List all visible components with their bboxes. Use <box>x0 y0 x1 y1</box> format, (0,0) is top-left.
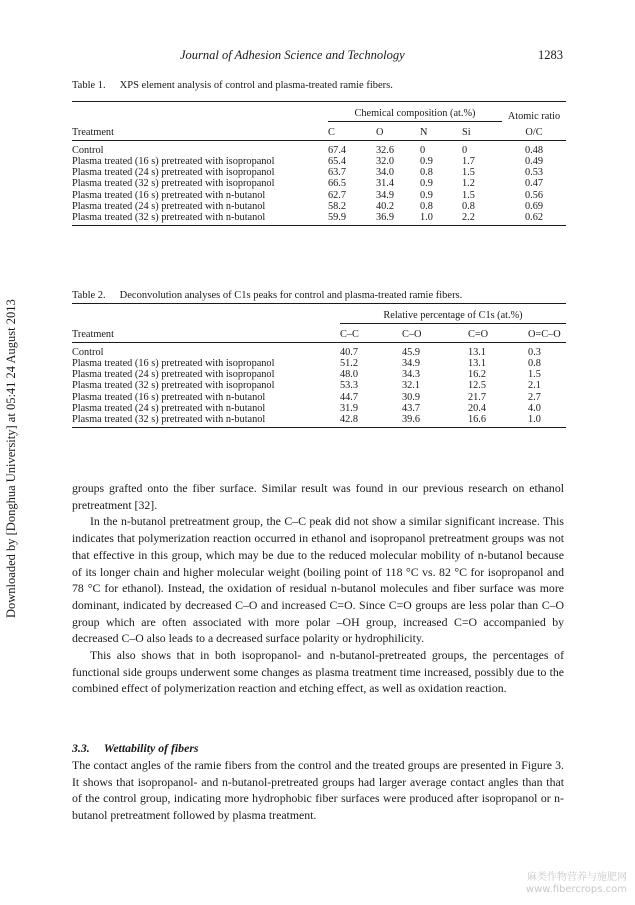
row-label: Plasma treated (32 s) pretreated with n-butanol <box>72 211 266 223</box>
table1-col-o: O <box>376 126 384 138</box>
table-cell: 0.3 <box>528 346 541 358</box>
table-cell: 34.9 <box>376 189 395 201</box>
row-label: Plasma treated (32 s) pretreated with isopropanol <box>72 380 275 392</box>
table1-col-c: C <box>328 126 335 138</box>
table-row <box>72 369 566 380</box>
row-label: Plasma treated (16 s) pretreated with isopropanol <box>72 357 275 369</box>
table-cell: 0.8 <box>462 200 475 212</box>
table-row <box>72 212 566 223</box>
table-cell: 66.5 <box>328 178 347 190</box>
table-cell: 42.8 <box>340 413 359 425</box>
table-cell: 0.9 <box>420 155 433 167</box>
table-row <box>72 403 566 414</box>
table-cell: 34.0 <box>376 167 395 179</box>
table-cell: 1.5 <box>528 369 541 381</box>
watermark-line-2: www.fibercrops.com <box>525 884 627 895</box>
table-cell: 40.7 <box>340 346 359 358</box>
table-cell: 1.7 <box>462 155 475 167</box>
section-heading <box>72 741 199 756</box>
paragraph-1: groups grafted onto the fiber surface. Similar result was found in our previous research on ethanol pretreatment [32]. <box>72 481 564 512</box>
table-cell: 63.7 <box>328 167 347 179</box>
table-cell: 31.4 <box>376 178 395 190</box>
table2-col-oco: O=C–O <box>528 328 561 340</box>
row-label: Plasma treated (24 s) pretreated with isopropanol <box>72 167 275 179</box>
table2-col-cc: C–C <box>340 328 359 340</box>
table-row <box>72 414 566 425</box>
table-cell: 13.1 <box>468 357 487 369</box>
site-watermark <box>526 872 627 896</box>
table1 <box>72 101 566 226</box>
table-cell: 48.0 <box>340 369 359 381</box>
page-number: 1283 <box>538 48 563 62</box>
table-cell: 2.7 <box>528 391 541 403</box>
table-row <box>72 358 566 369</box>
table2 <box>72 303 566 428</box>
table-cell: 0.53 <box>524 167 544 179</box>
table-cell: 43.7 <box>402 402 421 414</box>
table-row <box>72 167 566 178</box>
table-cell: 32.0 <box>376 155 395 167</box>
table-cell: 67.4 <box>328 144 347 156</box>
table1-body <box>72 140 566 223</box>
table-cell: 0.8 <box>528 357 541 369</box>
table-cell: 13.1 <box>468 346 487 358</box>
table-cell: 2.1 <box>528 380 541 392</box>
table-cell: 36.9 <box>376 211 395 223</box>
table-row <box>72 380 566 391</box>
table-cell: 21.7 <box>468 391 487 403</box>
table1-col-treatment: Treatment <box>72 126 114 138</box>
row-label: Control <box>72 144 104 156</box>
paragraph-2: In the n-butanol pretreatment group, the C–C peak did not show a similar significant increase. This indicates that polymerization reaction occurred in ethanol and isopropanol pretreatment groups was not that effective in this group, which may be due to the reduced molecular mobility of n-butanol because of its longer chain and higher molecular weight (boiling point of 118 °C vs. 82 °C for isopropanol and 78 °C for ethanol). Instead, the oxidation of residual n-butanol molecules and fiber surface was more dominant, indicated by decreased C–O and increased C=O. Since C=O groups are less polar than C–O group which are often associated with more polar –OH group, increased C=O accompanied by decreased C–O also leads to a decreased surface polarity or hydrophilicity. <box>72 514 564 646</box>
table-row <box>72 392 566 403</box>
row-label: Control <box>72 346 104 358</box>
table-cell: 1.5 <box>462 167 475 179</box>
table-cell: 0.69 <box>524 200 544 212</box>
table-cell: 44.7 <box>340 391 359 403</box>
table1-col-n: N <box>420 126 428 138</box>
table-cell: 62.7 <box>328 189 347 201</box>
table-row <box>72 156 566 167</box>
table1-label: Table 1. <box>72 80 106 91</box>
journal-title: Journal of Adhesion Science and Technology <box>180 48 405 62</box>
table-cell: 16.6 <box>468 413 487 425</box>
table-cell: 1.2 <box>462 178 475 190</box>
row-label: Plasma treated (16 s) pretreated with isopropanol <box>72 155 275 167</box>
table-cell: 65.4 <box>328 155 347 167</box>
row-label: Plasma treated (24 s) pretreated with isopropanol <box>72 369 275 381</box>
table-cell: 51.2 <box>340 357 359 369</box>
table1-col-oc: O/C <box>525 126 543 138</box>
table-cell: 20.4 <box>468 402 487 414</box>
table2-col-c-dbl-o: C=O <box>468 328 489 340</box>
row-label: Plasma treated (24 s) pretreated with n-butanol <box>72 200 266 212</box>
table-cell: 0.47 <box>524 178 544 190</box>
table-cell: 32.6 <box>376 144 395 156</box>
table1-col-si: Si <box>462 126 471 138</box>
table-cell: 0.49 <box>524 155 544 167</box>
row-label: Plasma treated (24 s) pretreated with n-butanol <box>72 402 266 414</box>
table-row <box>72 201 566 212</box>
row-label: Plasma treated (16 s) pretreated with n-butanol <box>72 189 266 201</box>
table2-group-header: Relative percentage of C1s (at.%) <box>340 310 566 324</box>
table-cell: 0.8 <box>420 200 433 212</box>
table2-caption <box>72 290 462 301</box>
table-cell: 0.9 <box>420 178 433 190</box>
table-cell: 0 <box>420 144 426 156</box>
table-cell: 12.5 <box>468 380 487 392</box>
table-cell: 2.2 <box>462 211 475 223</box>
table-cell: 53.3 <box>340 380 359 392</box>
table-cell: 31.9 <box>340 402 359 414</box>
table-row <box>72 190 566 201</box>
table-cell: 1.5 <box>462 189 475 201</box>
watermark-line-1: 麻类作物营养与施肥网 <box>527 872 627 883</box>
table-cell: 39.6 <box>402 413 421 425</box>
table-cell: 34.9 <box>402 357 421 369</box>
row-label: Plasma treated (32 s) pretreated with n-butanol <box>72 413 266 425</box>
table1-caption <box>72 80 393 91</box>
paragraph-4: The contact angles of the ramie fibers from the control and the treated groups are presented in Figure 3. It shows that isopropanol- and n-butanol-pretreated groups had larger average contact angles than that of the control group, indicating more hydrophobic fiber surfaces were produced after isopropanol or n-butanol pretreatment followed by plasma treatment. <box>72 758 564 823</box>
table-cell: 0.56 <box>524 189 544 201</box>
table-cell: 40.2 <box>376 200 395 212</box>
table-row <box>72 140 566 156</box>
row-label: Plasma treated (32 s) pretreated with isopropanol <box>72 178 275 190</box>
table-cell: 1.0 <box>420 211 433 223</box>
table-row <box>72 178 566 189</box>
table-row <box>72 342 566 358</box>
table1-col-ratio: Atomic ratio <box>507 110 561 122</box>
table-cell: 0 <box>462 144 468 156</box>
section-title: Wettability of fibers <box>103 741 199 755</box>
table-cell: 32.1 <box>402 380 421 392</box>
table-cell: 58.2 <box>328 200 347 212</box>
table-cell: 45.9 <box>402 346 421 358</box>
table1-group-header: Chemical composition (at.%) <box>328 108 502 122</box>
body-text-upper <box>72 480 564 697</box>
download-note: Downloaded by [Donghua University] at 05:41 24 August 2013 <box>4 299 18 618</box>
table-cell: 0.8 <box>420 167 433 179</box>
table-cell: 4.0 <box>528 402 541 414</box>
table-cell: 30.9 <box>402 391 421 403</box>
table2-col-treatment: Treatment <box>72 328 114 340</box>
table-cell: 0.48 <box>524 144 544 156</box>
table-cell: 16.2 <box>468 369 487 381</box>
table-cell: 1.0 <box>528 413 541 425</box>
paragraph-3: This also shows that in both isopropanol- and n-butanol-pretreated groups, the percentages of functional side groups underwent some changes as plasma treatment time increased, possibly due to the combined effect of polymerization reaction and etching effect, as well as oxidation reaction. <box>72 648 564 696</box>
table2-col-co: C–O <box>402 328 422 340</box>
table-cell: 0.62 <box>524 211 544 223</box>
table1-caption-text: XPS element analysis of control and plasma-treated ramie fibers. <box>119 80 393 91</box>
section-number: 3.3. <box>72 741 90 755</box>
table-cell: 0.9 <box>420 189 433 201</box>
table-cell: 59.9 <box>328 211 347 223</box>
table2-caption-text: Deconvolution analyses of C1s peaks for control and plasma-treated ramie fibers. <box>119 290 463 301</box>
row-label: Plasma treated (16 s) pretreated with n-butanol <box>72 391 266 403</box>
table2-body <box>72 342 566 425</box>
table2-label: Table 2. <box>72 290 106 301</box>
table-cell: 34.3 <box>402 369 421 381</box>
body-text-lower <box>72 757 564 824</box>
